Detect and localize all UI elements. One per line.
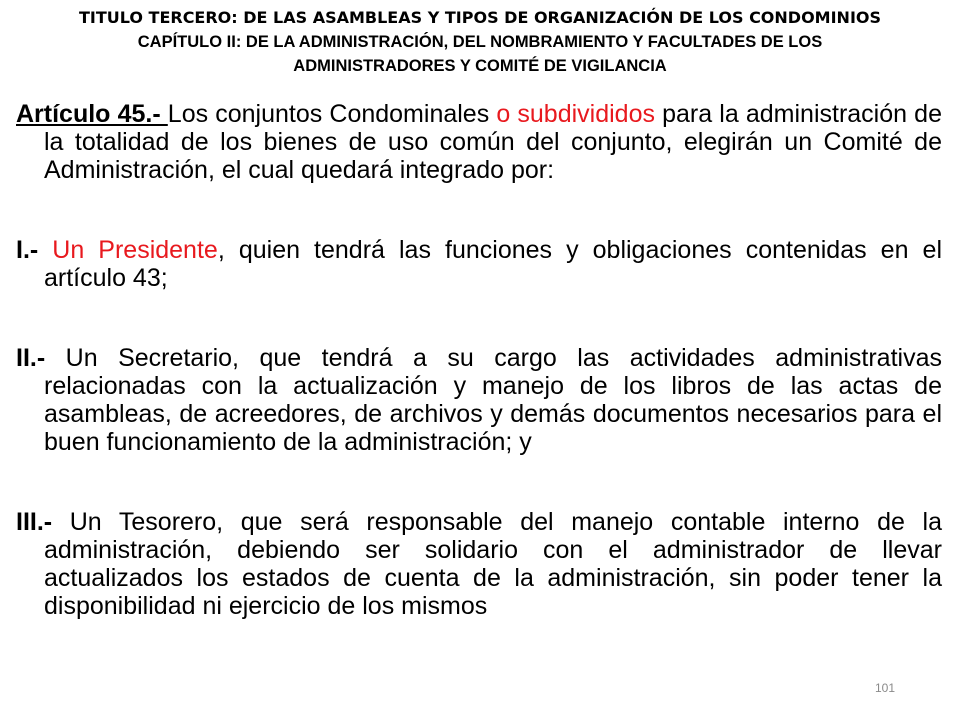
president-highlight: Un Presidente <box>52 236 218 264</box>
article-paragraph <box>16 100 942 184</box>
article-text-continued: para la administración de la totalidad de los bienes de uso común del conjunto, elegirán un Comité de Administración, el cual quedará integrado por: <box>44 100 942 184</box>
article-body <box>16 100 942 620</box>
item-text: , quien tendrá las funciones y obligaciones contenidas en el artículo 43; <box>44 236 942 292</box>
list-item-secretary <box>16 344 942 456</box>
roman-numeral: I.- <box>16 236 39 264</box>
chapter-line: CAPÍTULO II: DE LA ADMINISTRACIÓN, DEL NOMBRAMIENTO Y FACULTADES DE LOS <box>137 33 823 51</box>
chapter-line-continued: ADMINISTRADORES Y COMITÉ DE VIGILANCIA <box>293 57 667 75</box>
item-text: Un Tesorero, que será responsable del manejo contable interno de la administración, debiendo ser solidario con el administrador de llevar actualizados los estados de cuenta de la administración, sin poder tener la disponibilidad ni ejercicio de los mismos <box>44 508 942 620</box>
roman-numeral: II.- <box>16 344 46 372</box>
page-number: 101 <box>875 681 896 695</box>
list-item-treasurer <box>16 508 942 620</box>
article-highlight: o subdivididos <box>496 100 655 128</box>
title-line: TITULO TERCERO: DE LAS ASAMBLEAS Y TIPOS DE ORGANIZACIÓN DE LOS CONDOMINIOS <box>78 8 882 27</box>
item-text: Un Secretario, que tendrá a su cargo las actividades administrativas relacionadas con la actualización y manejo de los libros de las actas de asambleas, de acreedores, de archivos y demás documentos necesarios para el buen funcionamiento de la administración; y <box>44 344 942 456</box>
article-label: Artículo 45.- <box>16 100 168 128</box>
list-item-president <box>16 236 942 292</box>
roman-numeral: III.- <box>16 508 53 536</box>
document-header <box>0 6 960 78</box>
article-text: Los conjuntos Condominales <box>167 100 497 128</box>
